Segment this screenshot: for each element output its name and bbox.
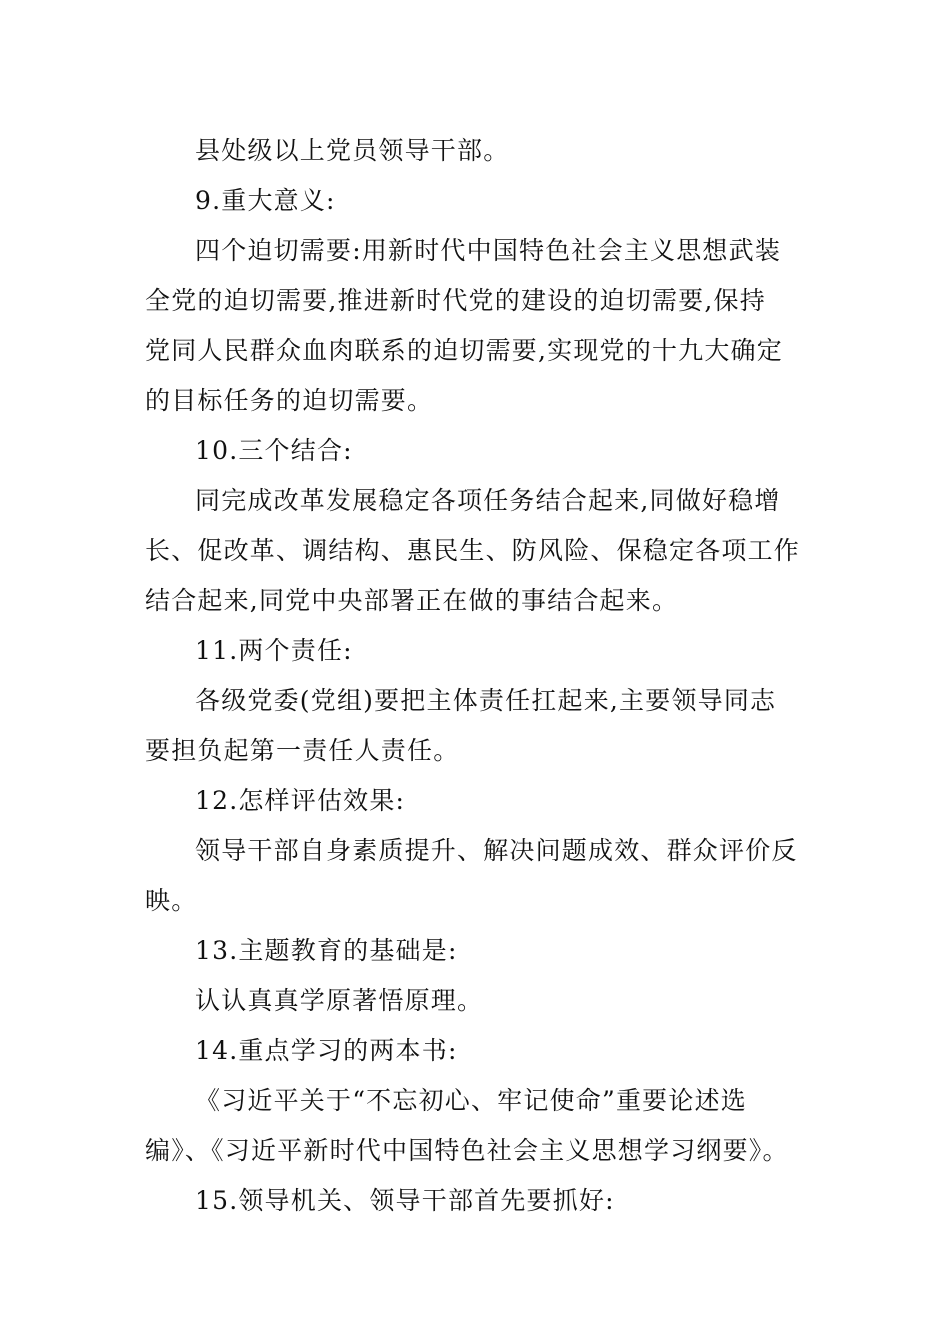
- section-heading: 10.三个结合:: [195, 436, 353, 465]
- text-line: 党同人民群众血肉联系的迫切需要,实现党的十九大确定: [145, 336, 783, 365]
- text-line: 《习近平关于“不忘初心、牢记使命”重要论述选: [195, 1086, 747, 1115]
- section-heading: 11.两个责任:: [195, 636, 353, 665]
- section-heading: 13.主题教育的基础是:: [195, 936, 458, 965]
- text-line: 要担负起第一责任人责任。: [145, 736, 460, 765]
- text-line: 同完成改革发展稳定各项任务结合起来,同做好稳增: [195, 486, 781, 515]
- text-line: 结合起来,同党中央部署正在做的事结合起来。: [145, 586, 679, 615]
- text-line: 编》、《习近平新时代中国特色社会主义思想学习纲要》。: [145, 1136, 789, 1165]
- text-line: 四个迫切需要:用新时代中国特色社会主义思想武装: [195, 236, 782, 265]
- section-heading: 12.怎样评估效果:: [195, 786, 406, 815]
- section-heading: 9.重大意义:: [195, 186, 336, 215]
- text-line: 全党的迫切需要,推进新时代党的建设的迫切需要,保持: [145, 286, 766, 315]
- section-heading: 15.领导机关、领导干部首先要抓好:: [195, 1186, 615, 1215]
- text-line: 各级党委(党组)要把主体责任扛起来,主要领导同志: [195, 686, 777, 715]
- text-line: 长、促改革、调结构、惠民生、防风险、保稳定各项工作: [145, 536, 801, 565]
- section-heading: 14.重点学习的两本书:: [195, 1036, 458, 1065]
- text-line: 的目标任务的迫切需要。: [145, 386, 434, 415]
- text-line: 县处级以上党员领导干部。: [195, 136, 510, 165]
- text-line: 映。: [145, 886, 198, 915]
- text-line: 认认真真学原著悟原理。: [195, 986, 484, 1015]
- text-line: 领导干部自身素质提升、解决问题成效、群众评价反: [195, 836, 798, 865]
